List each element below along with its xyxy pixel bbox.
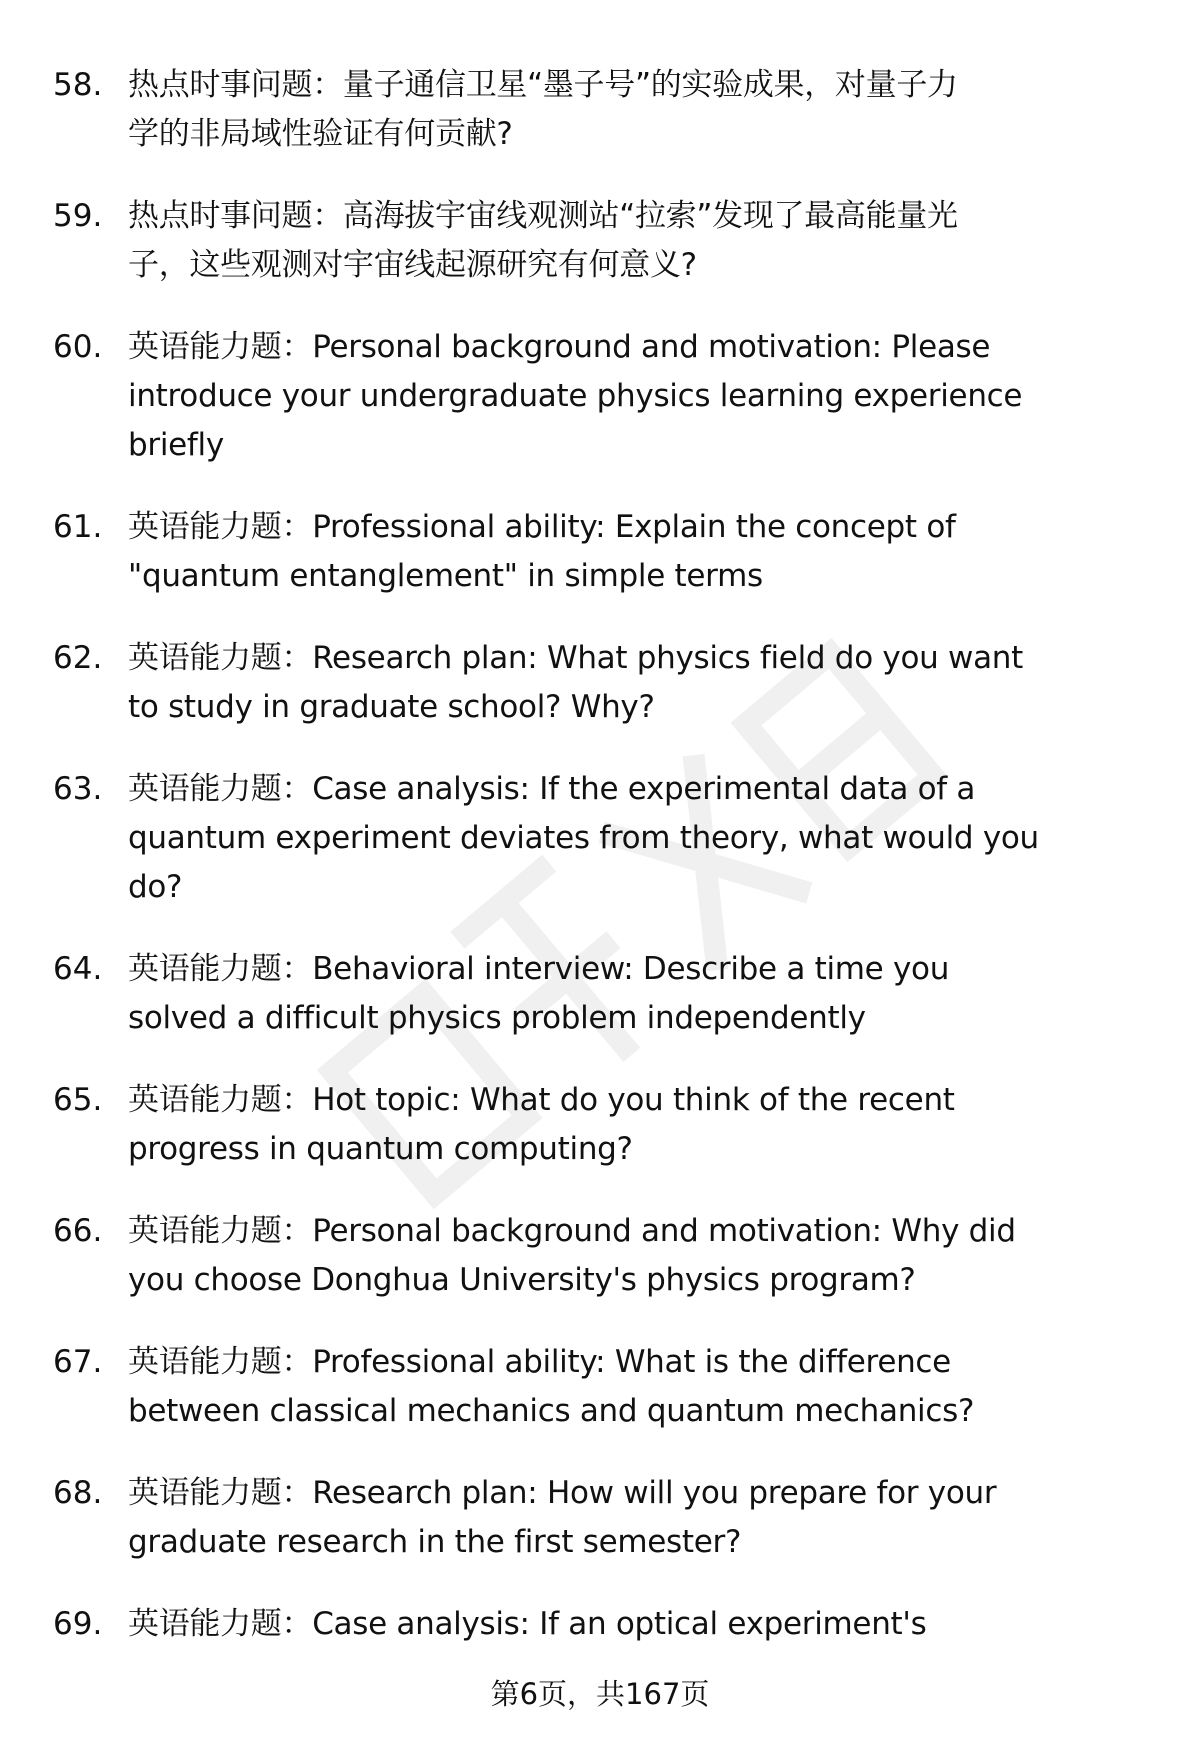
question-item bbox=[0, 634, 1200, 732]
question-text bbox=[128, 323, 1200, 470]
page-footer: 第6页，共167页 bbox=[490, 1677, 710, 1711]
question-item bbox=[0, 945, 1200, 1043]
question-text-line: progress in quantum computing? bbox=[128, 1131, 633, 1167]
question-text-line: graduate research in the first semester? bbox=[128, 1524, 742, 1560]
question-item bbox=[0, 765, 1200, 912]
question-item bbox=[0, 503, 1200, 601]
question-number: 65. bbox=[53, 1082, 103, 1118]
question-text bbox=[128, 1076, 1200, 1174]
question-text-line: 热点时事问题：量子通信卫星“墨子号”的实验成果，对量子力 bbox=[128, 67, 958, 103]
question-text bbox=[128, 61, 1200, 159]
question-item bbox=[0, 1469, 1200, 1567]
question-item bbox=[0, 1076, 1200, 1174]
question-text-line: "quantum entanglement" in simple terms bbox=[128, 558, 763, 594]
question-text bbox=[128, 765, 1200, 912]
question-text bbox=[128, 1600, 1200, 1649]
question-text-line: 学的非局域性验证有何贡献? bbox=[128, 116, 513, 152]
question-text bbox=[128, 634, 1200, 732]
question-text-line: 英语能力题：Case analysis: If an optical experiment's bbox=[128, 1606, 927, 1642]
question-item bbox=[0, 1207, 1200, 1305]
question-number: 67. bbox=[53, 1344, 103, 1380]
question-text-line: 英语能力题：Personal background and motivation: Why did bbox=[128, 1213, 1016, 1249]
question-text-line: 英语能力题：Hot topic: What do you think of the recent bbox=[128, 1082, 955, 1118]
question-item bbox=[0, 1600, 1200, 1649]
question-text-line: 英语能力题：Personal background and motivation: Please bbox=[128, 329, 991, 365]
question-text-line: you choose Donghua University's physics program? bbox=[128, 1262, 916, 1298]
question-number: 69. bbox=[53, 1606, 103, 1642]
question-text-line: 热点时事问题：高海拔宇宙线观测站“拉索”发现了最高能量光 bbox=[128, 198, 958, 234]
question-text-line: to study in graduate school? Why? bbox=[128, 689, 655, 725]
question-text-line: 英语能力题：Behavioral interview: Describe a time you bbox=[128, 951, 950, 987]
question-text-line: solved a difficult physics problem independently bbox=[128, 1000, 866, 1036]
question-item bbox=[0, 61, 1200, 159]
question-number: 66. bbox=[53, 1213, 103, 1249]
question-text-line: 英语能力题：Professional ability: What is the difference bbox=[128, 1344, 951, 1380]
question-text-line: do? bbox=[128, 869, 183, 905]
question-text-line: 英语能力题：Professional ability: Explain the concept of bbox=[128, 509, 956, 545]
question-text bbox=[128, 503, 1200, 601]
question-number: 58. bbox=[53, 67, 103, 103]
question-text-line: between classical mechanics and quantum mechanics? bbox=[128, 1393, 975, 1429]
question-text bbox=[128, 1338, 1200, 1436]
question-text-line: quantum experiment deviates from theory, what would you bbox=[128, 820, 1039, 856]
question-item bbox=[0, 1338, 1200, 1436]
question-list bbox=[0, 61, 1200, 1682]
question-number: 64. bbox=[53, 951, 103, 987]
question-number: 59. bbox=[53, 198, 103, 234]
question-text-line: introduce your undergraduate physics learning experience bbox=[128, 378, 1023, 414]
question-text bbox=[128, 945, 1200, 1043]
question-text-line: 子，这些观测对宇宙线起源研究有何意义? bbox=[128, 247, 697, 283]
question-text-line: 英语能力题：Research plan: What physics field do you want bbox=[128, 640, 1023, 676]
question-text-line: briefly bbox=[128, 427, 224, 463]
question-text-line: 英语能力题：Research plan: How will you prepare for your bbox=[128, 1475, 997, 1511]
question-item bbox=[0, 323, 1200, 470]
question-text bbox=[128, 1469, 1200, 1567]
question-text-line: 英语能力题：Case analysis: If the experimental data of a bbox=[128, 771, 976, 807]
question-number: 60. bbox=[53, 329, 103, 365]
question-number: 62. bbox=[53, 640, 103, 676]
question-number: 68. bbox=[53, 1475, 103, 1511]
question-number: 63. bbox=[53, 771, 103, 807]
question-text bbox=[128, 1207, 1200, 1305]
question-number: 61. bbox=[53, 509, 103, 545]
question-text bbox=[128, 192, 1200, 290]
question-item bbox=[0, 192, 1200, 290]
